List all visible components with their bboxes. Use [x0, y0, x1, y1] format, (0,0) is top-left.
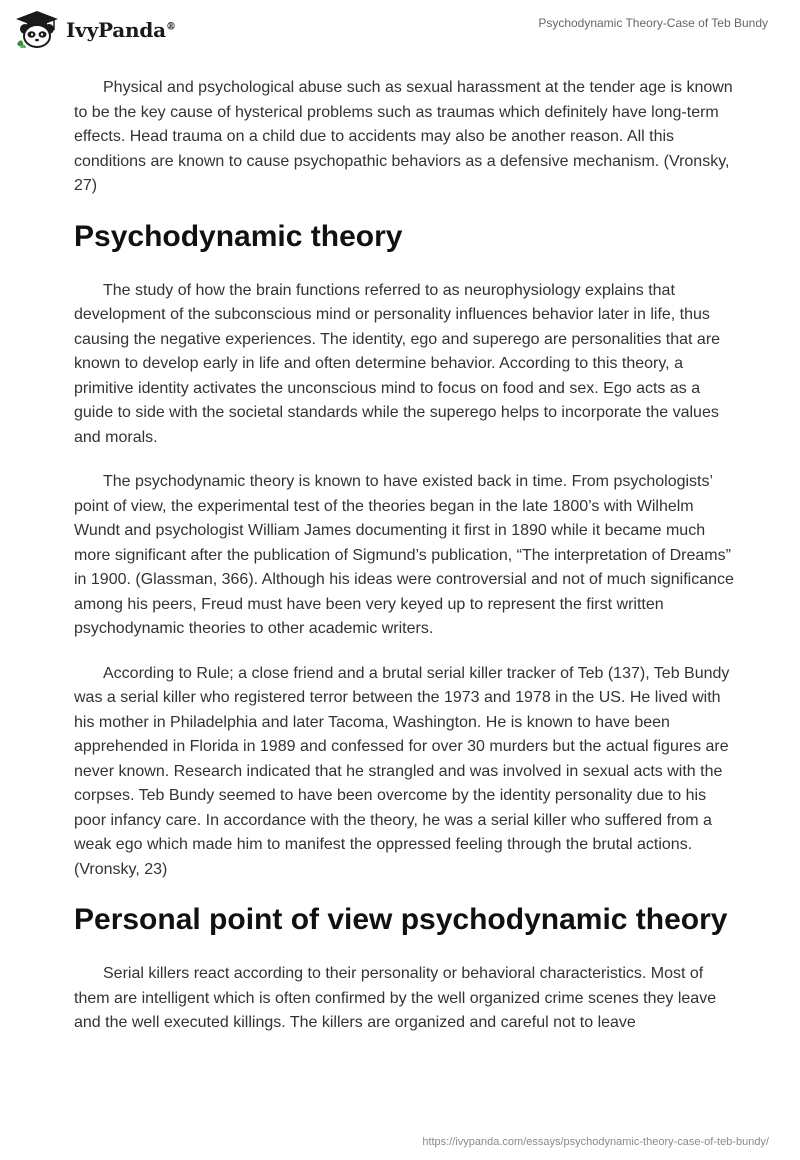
- section-heading: Personal point of view psychodynamic theory: [74, 903, 728, 936]
- brand-name: IvyPanda®: [66, 18, 176, 42]
- paragraph: Physical and psychological abuse such as sexual harassment at the tender age is known to be the key cause of hysterical problems such as traumas which definitely have long-term effects. Head trauma on a child due to accidents may also be another reason. All this conditions are known to cause psychopathic behaviors as a defensive mechanism. (Vronsky, 27): [74, 79, 733, 194]
- paragraph: The psychodynamic theory is known to have existed back in time. From psychologists’ point of view, the experimental test of the theories began in the late 1800’s with Wilhelm Wundt and psychologist William James documenting it first in 1890 while it became much more significant after the publication of Sigmund’s publication, “The interpretation of Dreams” in 1900. (Glassman, 366). Although his ideas were controversial and not of much significance among his peers, Freud must have been very keyed up to represent the first written psychodynamic theories to other academic writers.: [74, 473, 734, 637]
- source-url[interactable]: https://ivypanda.com/essays/psychodynamic-theory-case-of-teb-bundy/: [422, 1136, 769, 1148]
- essay-content: [74, 76, 734, 1056]
- paragraph: According to Rule; a close friend and a brutal serial killer tracker of Teb (137), Teb Bundy was a serial killer who registered terror between the 1973 and 1978 in the US. He lived with his mother in Philadelphia and later Tacoma, Washington. He is known to have been apprehended in Florida in 1989 and confessed for over 30 murders but the actual figures are never known. Research indicated that he strangled and was involved in sexual acts with the corpses. Teb Bundy seemed to have been overcome by the identity personality due to his poor infancy care. In accordance with the theory, he was a serial killer who suffered from a weak ego which made him to manifest the oppressed feeling through the brutal actions. (Vronsky, 23): [74, 664, 730, 878]
- section-heading: Psychodynamic theory: [74, 219, 403, 253]
- page-header: [0, 0, 800, 60]
- ivypanda-logo[interactable]: [14, 8, 214, 52]
- panda-graduate-icon: [14, 10, 60, 50]
- paragraph: Serial killers react according to their personality or behavioral characteristics. Most of them are intelligent which is often confirmed by the well organized crime scenes they leave and the well executed killings. The killers are organized and careful not to leave: [74, 965, 717, 1031]
- document-title: Psychodynamic Theory-Case of Teb Bundy: [538, 16, 768, 30]
- paragraph: The study of how the brain functions referred to as neurophysiology explains that development of the subconscious mind or personality influences behavior later in life, thus causing the negative experiences. The identity, ego and superego are personalities that are known to develop early in life and often determine behavior. According to this theory, a primitive identity activates the unconscious mind to focus on food and sex. Ego acts as a guide to side with the societal standards while the superego helps to incorporate the values and morals.: [74, 281, 721, 446]
